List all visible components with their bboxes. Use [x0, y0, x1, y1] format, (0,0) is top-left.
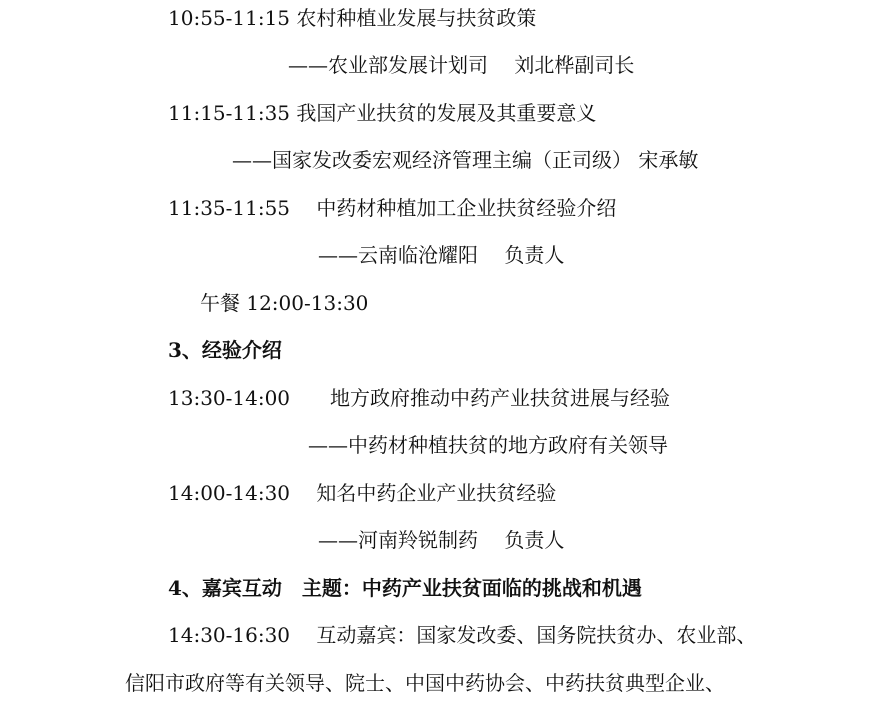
schedule-line-3: 11:35-11:55 中药材种植加工企业扶贫经验介绍: [168, 196, 617, 220]
speaker-line-1: ——农业部发展计划司 刘北桦副司长: [288, 53, 635, 77]
schedule-line-1: 10:55-11:15 农村种植业发展与扶贫政策: [168, 6, 537, 30]
schedule-line-5: 14:00-14:30 知名中药企业产业扶贫经验: [168, 481, 557, 505]
speaker-line-5: ——河南羚锐制药 负责人: [318, 528, 565, 552]
schedule-line-4: 13:30-14:00 地方政府推动中药产业扶贫进展与经验: [168, 386, 671, 410]
speaker-line-4: ——中药材种植扶贫的地方政府有关领导: [308, 433, 668, 457]
speaker-line-3: ——云南临沧耀阳 负责人: [318, 243, 565, 267]
schedule-line-6: 14:30-16:30 互动嘉宾：国家发改委、国务院扶贫办、农业部、: [168, 623, 757, 647]
guests-continuation-line: 信阳市政府等有关领导、院士、中国中药协会、中药扶贫典型企业、: [125, 671, 725, 695]
schedule-line-2: 11:15-11:35 我国产业扶贫的发展及其重要意义: [168, 101, 597, 125]
section-heading-3: 3、经验介绍: [168, 338, 282, 362]
speaker-line-2: ——国家发改委宏观经济管理主编（正司级） 宋承敏: [232, 148, 699, 172]
section-heading-4: 4、嘉宾互动 主题：中药产业扶贫面临的挑战和机遇: [168, 576, 642, 600]
lunch-line: 午餐 12:00-13:30: [200, 291, 369, 315]
